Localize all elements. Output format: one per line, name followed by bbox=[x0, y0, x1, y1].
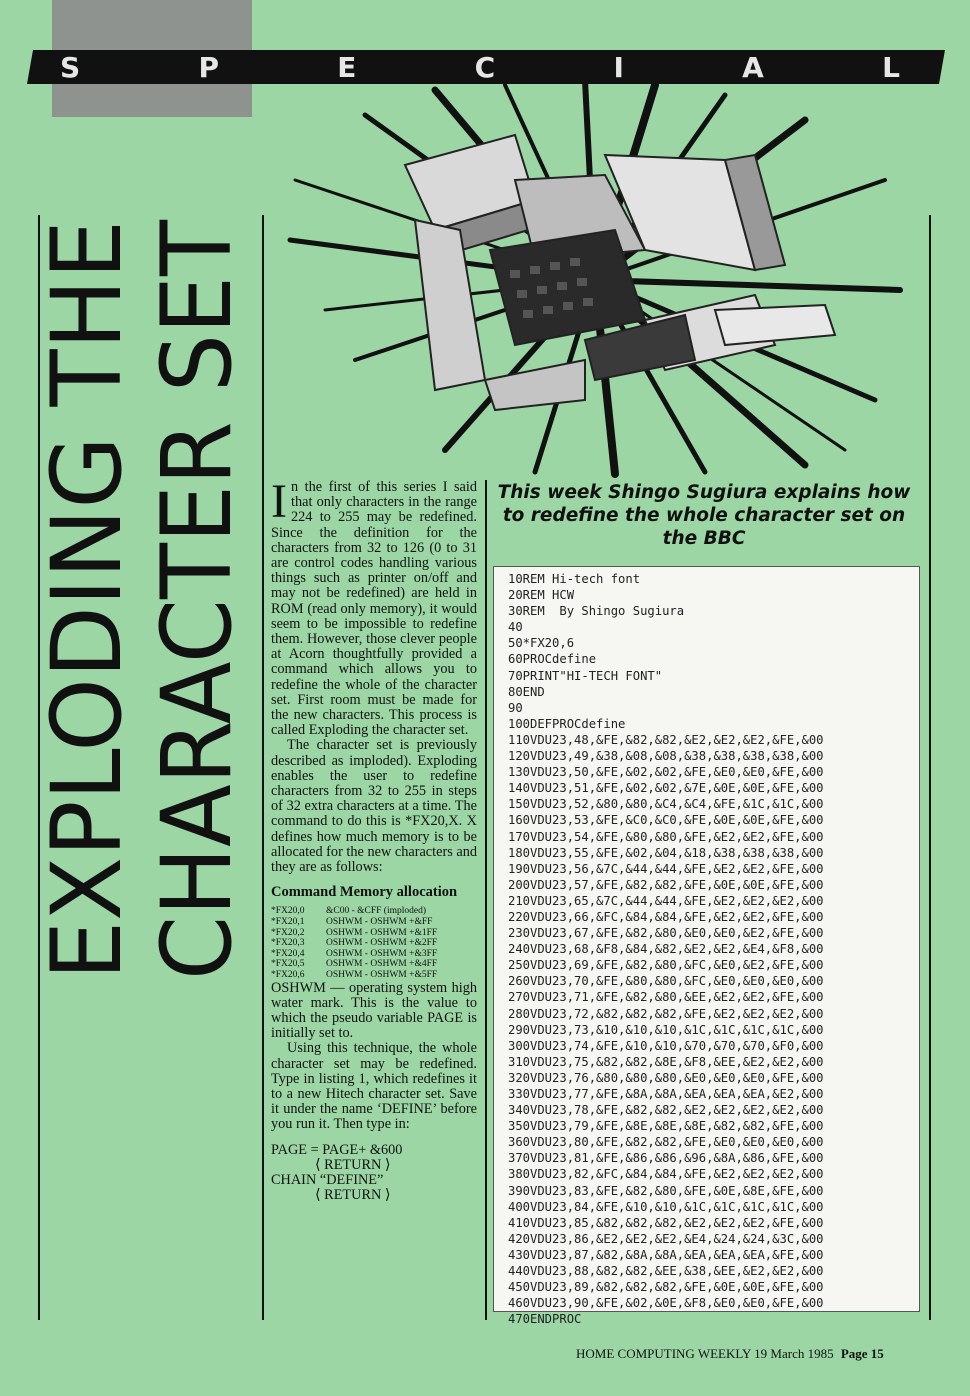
listing-line: 220VDU23,66,&FC,&84,&84,&FE,&E2,&E2,&FE,&00 bbox=[508, 909, 824, 924]
listing-line: 110VDU23,48,&FE,&82,&82,&E2,&E2,&E2,&FE,&00 bbox=[508, 732, 824, 747]
listing-line: 400VDU23,84,&FE,&10,&10,&1C,&1C,&1C,&1C,&00 bbox=[508, 1199, 824, 1214]
listing-line: 290VDU23,73,&10,&10,&10,&1C,&1C,&1C,&1C,&00 bbox=[508, 1022, 824, 1037]
table-row bbox=[271, 959, 477, 970]
listing-line: 390VDU23,83,&FE,&82,&80,&FE,&0E,&8E,&FE,&00 bbox=[508, 1183, 824, 1198]
banner-letter: P bbox=[198, 50, 219, 84]
listing-line: 80END bbox=[508, 684, 545, 699]
table-row bbox=[271, 928, 477, 939]
program-listing bbox=[493, 566, 920, 1327]
listing-line: 300VDU23,74,&FE,&10,&10,&70,&70,&70,&F0,&00 bbox=[508, 1038, 824, 1053]
paragraph-3: OSHWM — operating system high water mark. This is the value to which the pseudo variable PAGE is initially set to. bbox=[271, 979, 477, 1042]
paragraph-2: The character set is previously described as imploded). Exploding enables the user to redefine characters from 32 to 255 in steps of 32 extra characters at a time. The command to do this is *FX20,X. X defines how much memory is to be allocated for the new characters and they are as follows: bbox=[271, 737, 477, 876]
table-cell: OSHWM - OSHWM +&5FF bbox=[326, 970, 438, 981]
article-subtitle: This week Shingo Sugiura explains how to redefine the whole character set on the BBC bbox=[497, 482, 911, 549]
command-line-1: PAGE = PAGE+ &600 bbox=[271, 1141, 403, 1158]
command-line-2: CHAIN “DEFINE” bbox=[271, 1171, 384, 1188]
exploding-computer-illustration bbox=[285, 80, 905, 475]
listing-line: 120VDU23,49,&38,&08,&08,&38,&38,&38,&38,&00 bbox=[508, 749, 824, 764]
listing-line: 370VDU23,81,&FE,&86,&86,&96,&8A,&86,&FE,&00 bbox=[508, 1151, 824, 1166]
listing-line: 410VDU23,85,&82,&82,&82,&E2,&E2,&E2,&FE,&00 bbox=[508, 1215, 824, 1230]
banner-letter: L bbox=[882, 50, 900, 84]
listing-line: 150VDU23,52,&80,&80,&C4,&C4,&FE,&1C,&1C,&00 bbox=[508, 797, 824, 812]
listing-line: 170VDU23,54,&FE,&80,&80,&FE,&E2,&E2,&FE,&00 bbox=[508, 829, 824, 844]
table-cell: OSHWM - OSHWM +&3FF bbox=[326, 948, 438, 959]
memory-table bbox=[271, 906, 477, 980]
listing-line: 380VDU23,82,&FC,&84,&84,&FE,&E2,&E2,&E2,&00 bbox=[508, 1167, 824, 1182]
listing-line: 10REM Hi-tech font bbox=[508, 572, 641, 586]
page-footer bbox=[576, 1346, 936, 1362]
table-row bbox=[271, 938, 477, 949]
memory-table-title: Command Memory allocation bbox=[271, 884, 458, 901]
listing-line: 160VDU23,53,&FE,&C0,&C0,&FE,&0E,&0E,&FE,&00 bbox=[508, 813, 824, 828]
listing-line: 60PROCdefine bbox=[508, 652, 597, 667]
listing-line: 450VDU23,89,&82,&82,&82,&FE,&0E,&0E,&FE,&00 bbox=[508, 1280, 824, 1295]
listing-line: 430VDU23,87,&82,&8A,&8A,&EA,&EA,&EA,&FE,&00 bbox=[508, 1247, 824, 1262]
table-cell: *FX20,5 bbox=[271, 959, 305, 970]
listing-line: 340VDU23,78,&FE,&82,&82,&E2,&E2,&E2,&E2,&00 bbox=[508, 1103, 824, 1118]
paragraph-1-text: n the first of this series I said that only characters in the range 224 to 255 may be redefined. Since the definition for the characters from 32 to 126 (0 to 31 are control codes handling various things such as printer on/off and may not be redefined) are held in ROM (read only memory), it would seem to be impossible to redefine them. However, those clever people at Acorn thoughtfully provided a command which allows you to redefine the whole of the character set. First room must be made for the new characters. This process is called Exploding the character set. bbox=[271, 479, 477, 739]
listing-line: 130VDU23,50,&FE,&02,&02,&FE,&E0,&E0,&FE,&00 bbox=[508, 765, 824, 780]
listing-line: 470ENDPROC bbox=[508, 1312, 582, 1327]
paragraph-4: Using this technique, the whole character set may be redefined. Type in listing 1, which redefines it to a new Hitech character set. Save it under the name ‘DEFINE’ before you run it. Then type in: bbox=[271, 1040, 477, 1133]
listing-line: 30REM By Shingo Sugiura bbox=[508, 604, 685, 619]
table-cell: *FX20,2 bbox=[271, 927, 305, 938]
banner-letter: I bbox=[613, 50, 624, 84]
listing-line: 420VDU23,86,&E2,&E2,&E2,&E4,&24,&24,&3C,&00 bbox=[508, 1231, 824, 1246]
paragraph-1 bbox=[271, 475, 477, 739]
table-cell: OSHWM - OSHWM +&2FF bbox=[326, 938, 438, 949]
listing-line: 310VDU23,75,&82,&82,&8E,&F8,&EE,&E2,&E2,&00 bbox=[508, 1054, 824, 1069]
listing-line: 270VDU23,71,&FE,&82,&80,&EE,&E2,&E2,&FE,&00 bbox=[508, 990, 824, 1005]
table-cell: *FX20,0 bbox=[271, 906, 305, 917]
page-number: Page 15 bbox=[840, 1346, 884, 1361]
table-cell: *FX20,3 bbox=[271, 938, 305, 949]
listing-line: 320VDU23,76,&80,&80,&80,&E0,&E0,&E0,&FE,&00 bbox=[508, 1070, 824, 1085]
listing-line: 180VDU23,55,&FE,&02,&04,&18,&38,&38,&38,&00 bbox=[508, 845, 824, 860]
listing-line: 200VDU23,57,&FE,&82,&82,&FE,&0E,&0E,&FE,&00 bbox=[508, 877, 824, 892]
listing-line: 100DEFPROCdefine bbox=[508, 716, 626, 731]
listing-line: 20REM HCW bbox=[508, 588, 575, 603]
text-column-rule bbox=[485, 480, 487, 1320]
table-cell: *FX20,6 bbox=[271, 970, 305, 981]
listing-line: 240VDU23,68,&F8,&84,&82,&E2,&E2,&E4,&F8,&00 bbox=[508, 942, 824, 957]
title-line-1: EXPLODING THE bbox=[31, 199, 143, 980]
listing-line: 440VDU23,88,&82,&82,&EE,&38,&EE,&E2,&E2,&00 bbox=[508, 1264, 824, 1279]
listing-line: 50*FX20,6 bbox=[508, 636, 575, 651]
table-cell: OSHWM - OSHWM +&1FF bbox=[326, 927, 438, 938]
special-banner-text bbox=[40, 50, 920, 84]
listing-line: 460VDU23,90,&FE,&02,&0E,&F8,&E0,&E0,&FE,&00 bbox=[508, 1296, 824, 1311]
listing-line: 90 bbox=[508, 700, 523, 715]
listing-line: 190VDU23,56,&7C,&44,&44,&FE,&E2,&E2,&FE,&00 bbox=[508, 861, 824, 876]
drop-cap: I bbox=[271, 475, 287, 528]
table-row bbox=[271, 949, 477, 960]
return-key-1: ⟨ RETURN ⟩ bbox=[315, 1156, 391, 1173]
listing-line: 350VDU23,79,&FE,&8E,&8E,&8E,&82,&82,&FE,&00 bbox=[508, 1119, 824, 1134]
article-body bbox=[271, 475, 477, 1203]
banner-letter: E bbox=[337, 50, 357, 84]
banner-letter: S bbox=[60, 50, 81, 84]
table-row bbox=[271, 906, 477, 917]
listing-line: 260VDU23,70,&FE,&80,&80,&FC,&E0,&E0,&E0,&00 bbox=[508, 974, 824, 989]
publication-info: HOME COMPUTING WEEKLY 19 March 1985 bbox=[576, 1346, 834, 1361]
banner-letter: C bbox=[474, 50, 496, 84]
table-cell: *FX20,1 bbox=[271, 917, 305, 928]
title-line-2: CHARACTER SET bbox=[141, 184, 253, 980]
listing-line: 230VDU23,67,&FE,&82,&80,&E0,&E0,&E2,&FE,&00 bbox=[508, 926, 824, 941]
table-cell: OSHWM - OSHWM +&4FF bbox=[326, 959, 438, 970]
table-row bbox=[271, 917, 477, 928]
table-cell: *FX20,4 bbox=[271, 948, 305, 959]
listing-line: 70PRINT"HI-TECH FONT" bbox=[508, 668, 663, 683]
listing-line: 360VDU23,80,&FE,&82,&82,&FE,&E0,&E0,&E0,&00 bbox=[508, 1135, 824, 1150]
listing-line: 280VDU23,72,&82,&82,&82,&FE,&E2,&E2,&E2,&00 bbox=[508, 1006, 824, 1021]
banner-letter: A bbox=[742, 50, 764, 84]
listing-line: 140VDU23,51,&FE,&02,&02,&7E,&0E,&0E,&FE,&00 bbox=[508, 781, 824, 796]
listing-line: 330VDU23,77,&FE,&8A,&8A,&EA,&EA,&EA,&E2,&00 bbox=[508, 1087, 824, 1101]
table-cell: OSHWM - OSHWM +&FF bbox=[326, 917, 433, 928]
return-key-2: ⟨ RETURN ⟩ bbox=[315, 1186, 391, 1203]
right-rule bbox=[929, 215, 931, 1320]
typed-commands bbox=[271, 1143, 477, 1203]
listing-line: 40 bbox=[508, 620, 523, 635]
table-cell: &C00 - &CFF (imploded) bbox=[326, 906, 427, 917]
vertical-title bbox=[31, 184, 260, 990]
listing-line: 250VDU23,69,&FE,&82,&80,&FC,&E0,&E2,&FE,&00 bbox=[508, 958, 824, 973]
title-column-rule bbox=[262, 215, 264, 1320]
listing-line: 210VDU23,65,&7C,&44,&44,&FE,&E2,&E2,&E2,&00 bbox=[508, 893, 824, 908]
